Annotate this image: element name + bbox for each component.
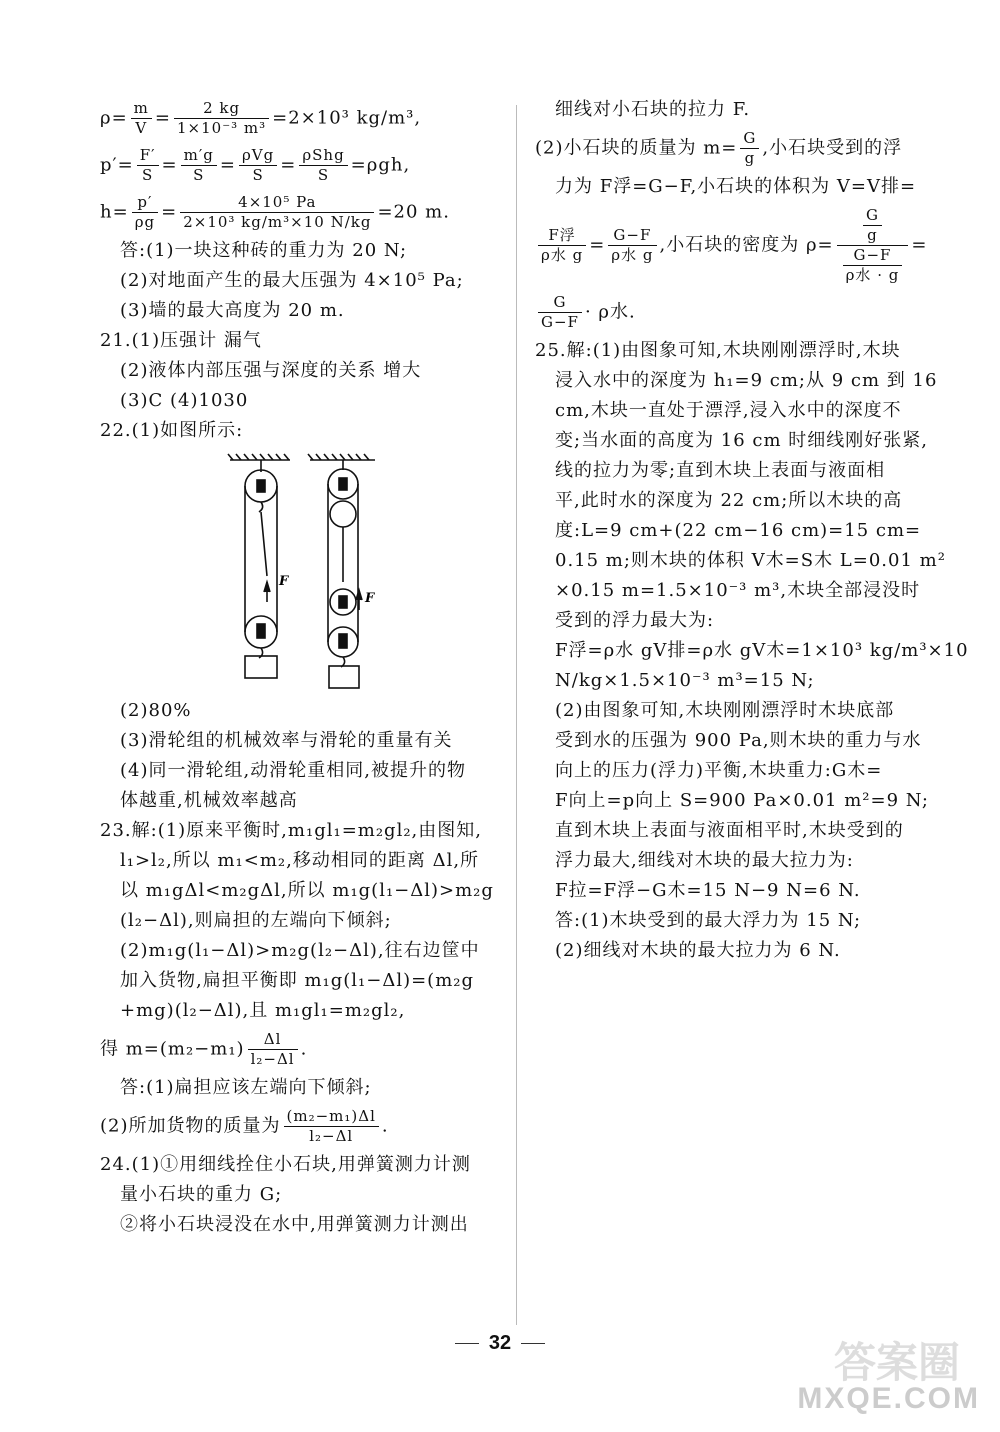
left-column — [100, 95, 512, 1240]
force-label-left: F — [279, 574, 289, 589]
question-23-line: 23.解:(1)原来平衡时,m₁gl₁=m₂gl₂,由图知, — [100, 820, 482, 841]
fraction — [863, 208, 882, 243]
denominator: S — [317, 166, 330, 184]
fraction — [132, 195, 158, 230]
fraction — [538, 295, 582, 330]
question-24-line: 24.(1)①用细线拴住小石块,用弹簧测力计测 — [100, 1154, 471, 1175]
question-24-line: 力为 F浮=G−F,小石块的体积为 V=V排= — [555, 176, 917, 197]
denominator: S — [193, 166, 205, 184]
formula-text: = — [911, 234, 928, 256]
numerator: Δl — [248, 1032, 298, 1050]
question-21-line: (2)液体内部压强与深度的关系 增大 — [120, 360, 422, 381]
question-22-line: 22.(1)如图所示: — [100, 420, 244, 441]
numerator: m′g — [181, 148, 217, 166]
denominator: S — [141, 166, 154, 184]
fraction — [239, 148, 277, 183]
question-25-line: 受到水的压强为 900 Pa,则木块的重力与水 — [555, 730, 922, 751]
question-23-line: (l₂−Δl),则扁担的左端向下倾斜; — [120, 910, 392, 931]
answer-line: (2)对地面产生的最大压强为 4×10⁵ Pa; — [120, 270, 464, 291]
numerator: F浮 — [538, 228, 586, 246]
dash-left — [455, 1343, 479, 1344]
numerator: ρShg — [299, 148, 347, 166]
watermark-logo: 答案圈 — [833, 1338, 960, 1387]
denominator: 1×10⁻³ m³ — [177, 119, 267, 137]
formula-text: h= — [100, 201, 129, 223]
right-column — [535, 95, 969, 966]
question-25-line: 平,此时水的深度为 22 cm;所以木块的高 — [555, 490, 903, 511]
rho-formula — [100, 95, 512, 142]
denominator: l₂−Δl — [250, 1050, 295, 1068]
question-23-line: (2)m₁g(l₁−Δl)>m₂g(l₂−Δl),往右边筐中 — [120, 940, 480, 961]
question-23-line: 答:(1)扁担应该左端向下倾斜; — [120, 1077, 372, 1098]
formula-text: =2×10³ kg/m³, — [272, 107, 422, 129]
formula-text: (2)小石块的质量为 m= — [535, 137, 738, 159]
fraction — [131, 101, 152, 136]
numerator: G−F — [843, 248, 903, 266]
question-25-line: 浸入水中的深度为 h₁=9 cm;从 9 cm 到 16 — [555, 370, 938, 391]
question-23-line: +mg)(l₂−Δl),且 m₁gl₁=m₂gl₂, — [120, 1000, 406, 1021]
fraction — [180, 195, 374, 230]
fraction — [137, 148, 159, 183]
question-25-line: cm,木块一直处于漂浮,浸入水中的深度不 — [555, 400, 902, 421]
question-25-line: (2)由图象可知,木块刚刚漂浮时木块底部 — [555, 700, 895, 721]
question-25-line: F拉=F浮−G木=15 N−9 N=6 N. — [555, 880, 861, 901]
denominator: g — [867, 226, 878, 244]
fraction — [538, 228, 586, 263]
question-24-line: 细线对小石块的拉力 F. — [555, 99, 751, 120]
question-23-formula — [100, 1103, 512, 1150]
question-24-line: ②将小石块浸没在水中,用弹簧测力计测出 — [120, 1214, 469, 1235]
answer-line: 答:(1)一块这种砖的重力为 20 N; — [120, 240, 408, 261]
question-23-formula — [100, 1026, 512, 1073]
question-22-line: (3)滑轮组的机械效率与滑轮的重量有关 — [120, 730, 453, 751]
page-number-text: 32 — [488, 1332, 512, 1354]
formula-text: · ρ水. — [584, 301, 636, 323]
denominator: G−F — [541, 313, 579, 331]
pressure-formula: p′= $\frac{F'}{S}$ = $\frac{m'g}{S}$ = $\frac{\text{ρVg}}{S}$ = $\frac{\text{ρShg}}{S}$ =ρgh, — [100, 146, 411, 184]
formula-text: =ρgh, — [350, 154, 411, 176]
fraction — [181, 148, 217, 183]
numerator: G — [863, 208, 882, 226]
compound-fraction — [837, 208, 909, 283]
fraction — [740, 131, 759, 166]
question-25-line: F向上=p向上 S=900 Pa×0.01 m²=9 N; — [555, 790, 929, 811]
formula-text: = — [161, 201, 178, 223]
answer-line: (3)墙的最大高度为 20 m. — [120, 300, 345, 321]
question-21-line: (3)C (4)1030 — [120, 390, 249, 411]
pulley-svg — [225, 452, 385, 690]
numerator: F′ — [137, 148, 159, 166]
numerator: m — [131, 101, 152, 119]
numerator: (m₂−m₁)Δl — [284, 1109, 379, 1127]
formula-text: (2)所加货物的质量为 — [100, 1115, 281, 1137]
question-25-line: 答:(1)木块受到的最大浮力为 15 N; — [555, 910, 862, 931]
numerator: 4×10⁵ Pa — [180, 195, 374, 213]
question-25-line: 受到的浮力最大为: — [555, 610, 715, 631]
denominator: ρ水 g — [541, 246, 584, 264]
question-23-line: l₁>l₂,所以 m₁<m₂,移动相同的距离 Δl,所 — [120, 850, 480, 871]
denominator: S — [252, 166, 264, 184]
denominator — [837, 246, 909, 283]
numerator: p′ — [132, 195, 158, 213]
denominator: ρ水 g — [611, 246, 654, 264]
denominator: 2×10³ kg/m³×10 N/kg — [183, 213, 372, 231]
question-23-line: 以 m₁gΔl<m₂gΔl,所以 m₁g(l₁−Δl)>m₂g — [120, 880, 494, 901]
denominator: g — [744, 149, 756, 167]
question-25-line: (2)细线对木块的最大拉力为 6 N. — [555, 940, 841, 961]
question-24-formula — [535, 202, 947, 289]
question-24-formula — [535, 289, 947, 336]
fraction — [608, 228, 656, 263]
watermark — [770, 1330, 980, 1416]
denominator: l₂−Δl — [309, 1127, 354, 1145]
formula-text: 得 m=(m₂−m₁) — [100, 1038, 245, 1060]
fraction — [284, 1109, 379, 1144]
question-25-line: 浮力最大,细线对木块的最大拉力为: — [555, 850, 854, 871]
height-formula — [100, 189, 512, 236]
formula-text: p′= — [100, 154, 134, 176]
pulley-diagram — [225, 452, 385, 690]
formula-text: . — [300, 1038, 308, 1060]
question-24-formula — [535, 125, 947, 172]
fraction — [843, 248, 903, 283]
question-25-line: 变;当水面的高度为 16 cm 时细线刚好张紧, — [555, 430, 929, 451]
watermark-site: MXQE.COM — [797, 1382, 980, 1415]
numerator: G — [538, 295, 582, 313]
question-25-line: N/kg×1.5×10⁻³ m³=15 N; — [555, 670, 815, 691]
numerator: ρVg — [239, 148, 277, 166]
question-22-line: 体越重,机械效率越高 — [120, 790, 298, 811]
formula-text: . — [381, 1115, 389, 1137]
question-21-line: 21.(1)压强计 漏气 — [100, 330, 262, 351]
denominator: V — [135, 119, 148, 137]
column-divider — [516, 105, 517, 1325]
numerator: G — [740, 131, 759, 149]
numerator: 2 kg — [174, 101, 269, 119]
question-22-line: (4)同一滑轮组,动滑轮重相同,被提升的物 — [120, 760, 466, 781]
question-25-line: 25.解:(1)由图象可知,木块刚刚漂浮时,木块 — [535, 340, 901, 361]
formula-text: = — [154, 107, 171, 129]
question-22-line: (2)80% — [120, 700, 192, 721]
formula-text: = — [589, 234, 606, 256]
question-25-line: 向上的压力(浮力)平衡,木块重力:G木= — [555, 760, 883, 781]
fraction — [174, 101, 269, 136]
fraction — [248, 1032, 298, 1067]
question-25-line: 直到木块上表面与液面相平时,木块受到的 — [555, 820, 904, 841]
formula-text: ρ= — [100, 107, 128, 129]
denominator: ρ水 · g — [845, 266, 900, 284]
fraction — [299, 148, 347, 183]
question-24-line: 量小石块的重力 G; — [120, 1184, 283, 1205]
dash-right — [521, 1343, 545, 1344]
denominator: ρg — [134, 213, 156, 231]
question-25-line: 线的拉力为零;直到木块上表面与液面相 — [555, 460, 886, 481]
formula-text: ,小石块的密度为 ρ= — [659, 234, 834, 256]
question-25-line: ×0.15 m=1.5×10⁻³ m³,木块全部浸没时 — [555, 580, 921, 601]
numerator — [837, 208, 909, 246]
question-25-line: F浮=ρ水 gV排=ρ水 gV木=1×10³ kg/m³×10 — [555, 640, 969, 661]
question-25-line: 度:L=9 cm+(22 cm−16 cm)=15 cm= — [555, 520, 922, 541]
numerator: G−F — [608, 228, 656, 246]
force-label-right: F — [365, 591, 375, 606]
formula-text: =20 m. — [377, 201, 450, 223]
formula-text: ,小石块受到的浮 — [762, 137, 903, 159]
question-23-line: 加入货物,扁担平衡即 m₁g(l₁−Δl)=(m₂g — [120, 970, 475, 991]
question-25-line: 0.15 m;则木块的体积 V木=S木 L=0.01 m² — [555, 550, 946, 571]
